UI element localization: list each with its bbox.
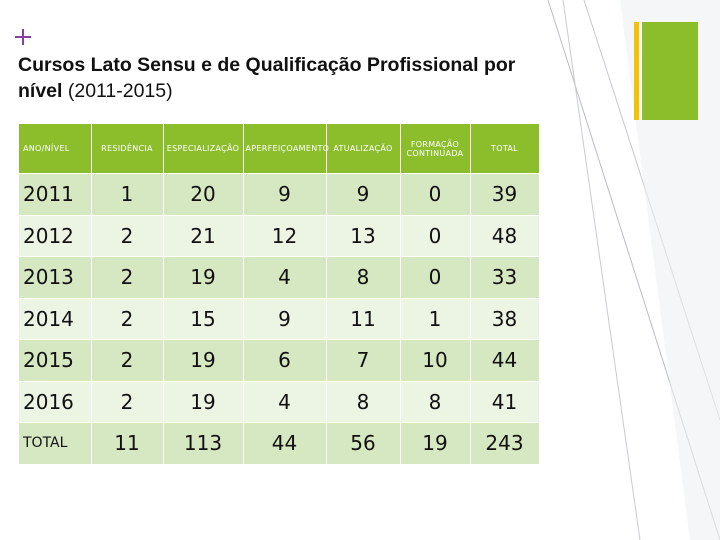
table-cell: 113 (163, 423, 243, 464)
title-main: Cursos Lato Sensu e de Qualificação Profissional por nível (18, 54, 516, 102)
table-cell: 19 (163, 257, 243, 299)
row-label: 2014 (19, 298, 91, 340)
accent-bar (642, 22, 698, 120)
table-cell: 9 (243, 174, 326, 216)
row-label: TOTAL (19, 423, 91, 464)
table-header-row (19, 124, 539, 174)
table-cell: 2 (91, 257, 163, 299)
table-cell: 20 (163, 174, 243, 216)
table-cell: 38 (470, 298, 539, 340)
table-cell: 2 (91, 215, 163, 257)
table-cell: 8 (326, 381, 400, 423)
table-row (19, 381, 539, 423)
table-cell: 0 (400, 174, 470, 216)
table-cell: 2 (91, 340, 163, 382)
row-label: 2011 (19, 174, 91, 216)
table-row (19, 174, 539, 216)
slide-title (18, 52, 558, 104)
table-cell: 9 (326, 174, 400, 216)
table-cell: 243 (470, 423, 539, 464)
row-label: 2013 (19, 257, 91, 299)
plus-icon (14, 28, 32, 46)
data-table (19, 124, 540, 464)
row-label: 2015 (19, 340, 91, 382)
accent-bar-thin (634, 22, 639, 120)
table-cell: 48 (470, 215, 539, 257)
table-cell: 19 (163, 381, 243, 423)
table-cell: 15 (163, 298, 243, 340)
header-residencia: RESIDÊNCIA (91, 124, 163, 174)
table-cell: 19 (163, 340, 243, 382)
table-cell: 9 (243, 298, 326, 340)
table-cell: 2 (91, 298, 163, 340)
header-especializacao: ESPECIALIZAÇÃO (163, 124, 243, 174)
table-cell: 21 (163, 215, 243, 257)
header-formacao-continuada: FORMAÇÃO CONTINUADA (400, 124, 470, 174)
header-aperfeicoamento: APERFEIÇOAMENTO (243, 124, 326, 174)
row-label: 2016 (19, 381, 91, 423)
table-cell: 0 (400, 215, 470, 257)
table-cell: 2 (91, 381, 163, 423)
table-row (19, 257, 539, 299)
table-row (19, 423, 539, 464)
header-ano-nivel: ANO/NÍVEL (19, 124, 91, 174)
table-row (19, 298, 539, 340)
table-cell: 44 (243, 423, 326, 464)
table-row (19, 340, 539, 382)
table-cell: 7 (326, 340, 400, 382)
table-cell: 1 (400, 298, 470, 340)
table-cell: 33 (470, 257, 539, 299)
header-total: TOTAL (470, 124, 539, 174)
table-row (19, 215, 539, 257)
table-cell: 11 (91, 423, 163, 464)
header-atualizacao: ATUALIZAÇÃO (326, 124, 400, 174)
table-cell: 12 (243, 215, 326, 257)
table-cell: 8 (400, 381, 470, 423)
table-cell: 13 (326, 215, 400, 257)
table-cell: 4 (243, 381, 326, 423)
table-cell: 19 (400, 423, 470, 464)
table-cell: 1 (91, 174, 163, 216)
table-cell: 8 (326, 257, 400, 299)
table-cell: 0 (400, 257, 470, 299)
table-cell: 4 (243, 257, 326, 299)
table-cell: 10 (400, 340, 470, 382)
row-label: 2012 (19, 215, 91, 257)
table-cell: 11 (326, 298, 400, 340)
table-cell: 6 (243, 340, 326, 382)
table-cell: 56 (326, 423, 400, 464)
title-years: (2011-2015) (62, 80, 173, 102)
table-cell: 39 (470, 174, 539, 216)
table-cell: 41 (470, 381, 539, 423)
table-cell: 44 (470, 340, 539, 382)
